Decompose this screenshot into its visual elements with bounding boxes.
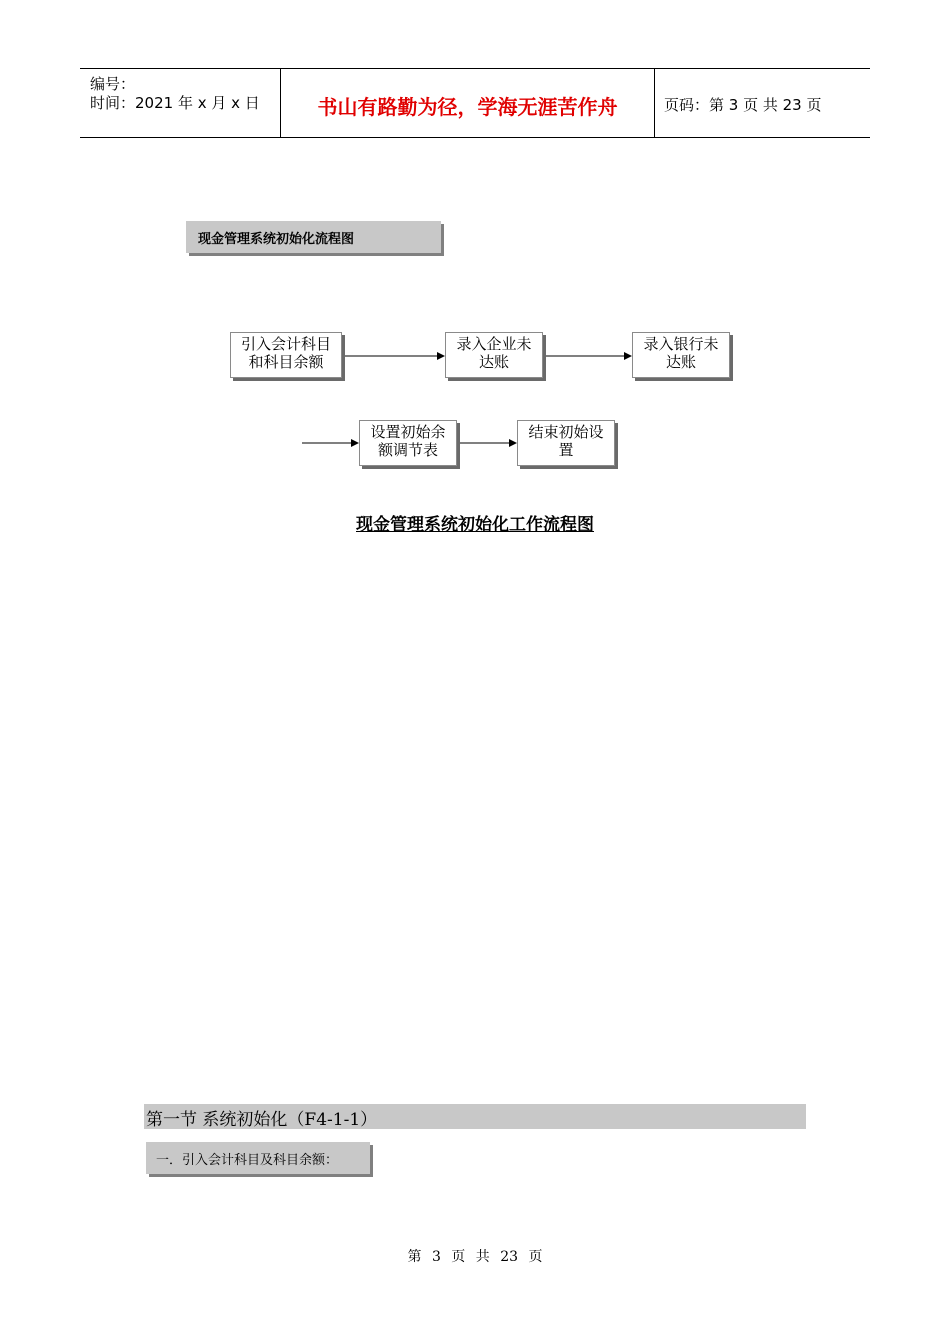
flow-step-text: 录入企业未 [456,335,532,353]
subsection-heading-text: 一．引入会计科目及科目余额： [156,1153,339,1168]
document-number-label: 编号： [90,75,136,93]
flow-step-bank-outstanding [632,332,730,378]
header-motto: 书山有路勤为径，学海无涯苦作舟 [317,95,618,119]
subsection-banner [146,1142,370,1174]
flow-step-text: 置 [558,441,574,459]
flow-step-text: 设置初始余 [370,423,446,441]
flow-step-text: 额调节表 [377,441,438,459]
flow-step-text: 引入会计科目 [240,335,331,353]
flow-chart-title-text: 现金管理系统初始化工作流程图 [356,515,594,535]
flow-step-text: 和科目余额 [248,353,324,371]
flow-chart-title [0,510,950,535]
flow-step-text: 达账 [478,353,509,371]
document-date: 时间：2021 年 x 月 x 日 [90,94,260,112]
flow-step-import-accounts [230,332,342,378]
section-heading [144,1104,806,1129]
flow-step-finish-setup [517,420,615,466]
flow-step-reconciliation-table [359,420,457,466]
header-page-info: 页码：第 3 页 共 23 页 [664,96,822,114]
flow-banner-label: 现金管理系统初始化流程图 [198,232,355,247]
section-heading-text: 第一节 系统初始化（F4-1-1） [146,1110,378,1130]
flow-step-text: 结束初始设 [528,423,604,441]
page-footer [0,1246,950,1266]
flow-step-text: 达账 [665,353,696,371]
footer-page-number: 第 3 页 共 23 页 [407,1249,543,1265]
flow-step-text: 录入银行未 [643,335,719,353]
flow-step-enterprise-outstanding [445,332,543,378]
